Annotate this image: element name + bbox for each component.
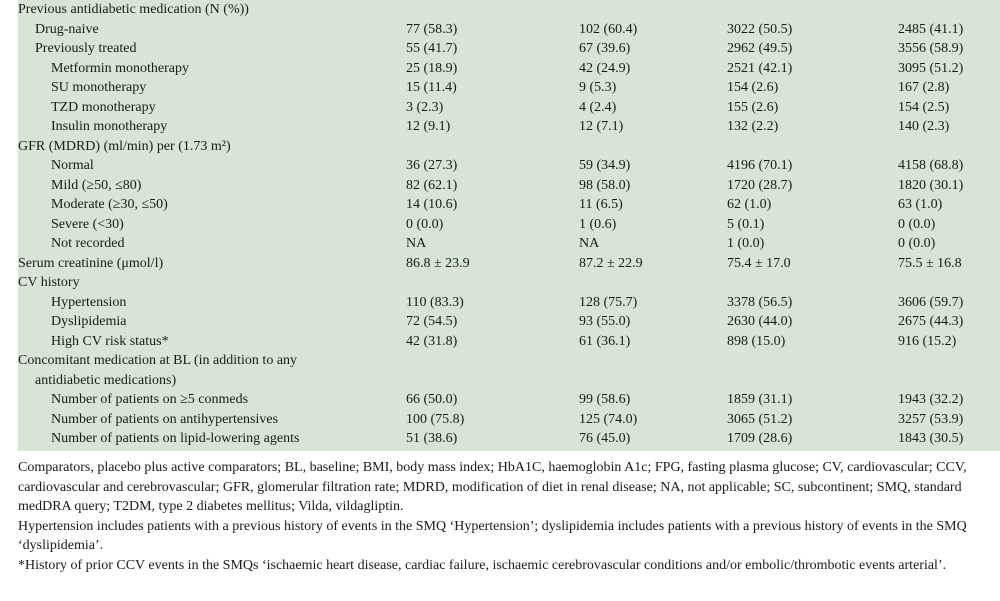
cell-col3: 2630 (44.0): [727, 314, 793, 329]
table-row: [18, 59, 1000, 79]
cell-col2: 98 (58.0): [579, 177, 631, 193]
row-label: Metformin monotherapy: [51, 60, 190, 76]
cell-col1: 77 (58.3): [406, 21, 458, 37]
cell-col4: 0 (0.0): [898, 216, 936, 232]
cell-col3: 2521 (42.1): [727, 60, 793, 76]
row-label: Concomitant medication at BL (in addition to any: [18, 353, 298, 368]
cell-col2: 4 (2.4): [579, 99, 617, 115]
row-label: Moderate (≥30, ≤50): [51, 197, 168, 212]
cell-col2: NA: [579, 236, 600, 251]
row-label: Previously treated: [35, 41, 137, 56]
cell-col3: 1720 (28.7): [727, 177, 793, 193]
cell-col4: 140 (2.3): [898, 119, 950, 134]
cell-col4: 4158 (68.8): [898, 158, 964, 173]
row-label: Number of patients on ≥5 conmeds: [51, 392, 249, 407]
cell-col2: 1 (0.6): [579, 216, 617, 232]
table-row: [18, 312, 1000, 332]
table-row: [18, 195, 1000, 215]
table-row: [18, 410, 1000, 430]
table-row: [18, 234, 1000, 254]
footnote-abbreviations: Comparators, placebo plus active comparators; BL, baseline; BMI, body mass index; HbA1C, haemoglobin A1c; FPG, fasting plasma glucose; CV, cardiovascular; CCV, cardiovascular and cerebrovascular; GFR, glomerular filtration rate; MDRD, modification of diet in renal disease; NA, not applicable; SC, subcontinent; SMQ, standard medDRA query; T2DM, type 2 diabetes mellitus; Vilda, vildagliptin.: [18, 460, 967, 514]
cell-col3: 75.4 ± 17.0: [727, 255, 791, 271]
row-label: Dyslipidemia: [51, 314, 127, 329]
table-row: [18, 39, 1000, 59]
row-label: Number of patients on lipid-lowering agents: [51, 431, 300, 446]
row-label: SU monotherapy: [51, 80, 147, 95]
cell-col4: 167 (2.8): [898, 80, 950, 95]
cell-col2: 87.2 ± 22.9: [579, 255, 643, 271]
cell-col3: 154 (2.6): [727, 80, 779, 95]
table-row: [18, 117, 1000, 137]
table-row: [18, 156, 1000, 176]
table-row: [18, 351, 1000, 371]
table-row: [18, 254, 1000, 274]
cell-col4: 2485 (41.1): [898, 21, 964, 37]
cell-col2: 102 (60.4): [579, 21, 638, 37]
table-row: [18, 137, 1000, 157]
cell-col3: 62 (1.0): [727, 197, 772, 212]
cell-col1: 51 (38.6): [406, 431, 458, 446]
cell-col4: 1843 (30.5): [898, 431, 964, 446]
row-label: Mild (≥50, ≤80): [51, 177, 142, 193]
table-row: [18, 176, 1000, 196]
cell-col4: 0 (0.0): [898, 236, 936, 251]
table-row: [18, 20, 1000, 40]
cell-col2: 93 (55.0): [579, 314, 631, 329]
table-row: [18, 273, 1000, 293]
cell-col1: NA: [406, 236, 427, 251]
row-label: CV history: [18, 275, 80, 290]
table-row: [18, 390, 1000, 410]
row-label: High CV risk status*: [51, 333, 169, 349]
table-row: [18, 371, 1000, 391]
cell-col2: 11 (6.5): [579, 197, 623, 212]
row-label: TZD monotherapy: [51, 99, 156, 115]
cell-col4: 2675 (44.3): [898, 314, 964, 329]
cell-col3: 132 (2.2): [727, 119, 779, 134]
footnote-asterisk: *History of prior CCV events in the SMQs ‘ischaemic heart disease, cardiac failure, ischaemic cerebrovascular conditions and/or embolic/thrombotic events arterial’.: [18, 557, 947, 573]
cell-col3: 155 (2.6): [727, 99, 779, 115]
cell-col3: 5 (0.1): [727, 216, 765, 232]
cell-col4: 3606 (59.7): [898, 294, 964, 310]
cell-col2: 99 (58.6): [579, 392, 631, 407]
cell-col3: 1859 (31.1): [727, 392, 793, 407]
cell-col2: 12 (7.1): [579, 119, 624, 134]
row-label: Hypertension: [51, 294, 127, 310]
table-row: [18, 293, 1000, 313]
cell-col1: 55 (41.7): [406, 41, 458, 56]
row-label: GFR (MDRD) (ml/min) per (1.73 m²): [18, 138, 231, 154]
row-label: antidiabetic medications): [35, 372, 177, 388]
cell-col4: 3556 (58.9): [898, 41, 964, 56]
cell-col1: 86.8 ± 23.9: [406, 255, 470, 271]
cell-col4: 63 (1.0): [898, 197, 943, 212]
row-label: Severe (<30): [51, 216, 124, 232]
cell-col3: 4196 (70.1): [727, 158, 793, 173]
cell-col1: 110 (83.3): [406, 294, 464, 310]
table-row: [18, 98, 1000, 118]
cell-col1: 82 (62.1): [406, 177, 458, 193]
cell-col4: 3095 (51.2): [898, 60, 964, 76]
cell-col1: 14 (10.6): [406, 197, 458, 212]
cell-col2: 76 (45.0): [579, 431, 631, 446]
cell-col2: 67 (39.6): [579, 41, 631, 56]
row-label: Not recorded: [51, 236, 125, 251]
cell-col1: 42 (31.8): [406, 333, 458, 349]
footnote-definitions: Hypertension includes patients with a previous history of events in the SMQ ‘Hypertension’; dyslipidemia includes patients with a previous history of events in the SMQ ‘dyslipidemia’.: [18, 518, 967, 553]
table-row: [18, 429, 1000, 449]
row-label: Normal: [51, 158, 94, 173]
cell-col3: 1 (0.0): [727, 236, 765, 251]
cell-col1: 0 (0.0): [406, 216, 444, 232]
cell-col4: 75.5 ± 16.8: [898, 255, 962, 271]
cell-col2: 42 (24.9): [579, 60, 631, 76]
cell-col3: 1709 (28.6): [727, 431, 793, 446]
cell-col4: 1820 (30.1): [898, 177, 964, 193]
table-row: [18, 332, 1000, 352]
cell-col3: 898 (15.0): [727, 333, 786, 349]
row-label: Serum creatinine (μmol/l): [18, 255, 164, 271]
table-row: [18, 215, 1000, 235]
table-footnotes: [18, 458, 998, 575]
cell-col2: 59 (34.9): [579, 158, 631, 173]
cell-col1: 36 (27.3): [406, 158, 458, 173]
cell-col2: 125 (74.0): [579, 411, 638, 427]
row-label: Insulin monotherapy: [51, 119, 168, 134]
cell-col1: 72 (54.5): [406, 314, 458, 329]
cell-col2: 9 (5.3): [579, 80, 617, 95]
cell-col4: 154 (2.5): [898, 99, 950, 115]
row-label: Previous antidiabetic medication (N (%)): [18, 2, 249, 17]
cell-col3: 3022 (50.5): [727, 21, 793, 37]
row-label: Number of patients on antihypertensives: [51, 411, 279, 427]
cell-col1: 25 (18.9): [406, 60, 458, 76]
cell-col1: 66 (50.0): [406, 392, 458, 407]
cell-col3: 2962 (49.5): [727, 41, 793, 56]
cell-col1: 15 (11.4): [406, 80, 457, 95]
table-row: [18, 78, 1000, 98]
cell-col4: 916 (15.2): [898, 333, 957, 349]
cell-col1: 12 (9.1): [406, 119, 451, 134]
row-label: Drug-naive: [35, 21, 99, 37]
cell-col3: 3378 (56.5): [727, 294, 793, 310]
cell-col2: 61 (36.1): [579, 333, 631, 349]
cell-col1: 3 (2.3): [406, 99, 444, 115]
cell-col4: 3257 (53.9): [898, 411, 964, 427]
table-row: [18, 0, 1000, 20]
cell-col1: 100 (75.8): [406, 411, 465, 427]
cell-col4: 1943 (32.2): [898, 392, 964, 407]
cell-col2: 128 (75.7): [579, 294, 638, 310]
cell-col3: 3065 (51.2): [727, 411, 793, 427]
data-table: [18, 0, 1000, 451]
